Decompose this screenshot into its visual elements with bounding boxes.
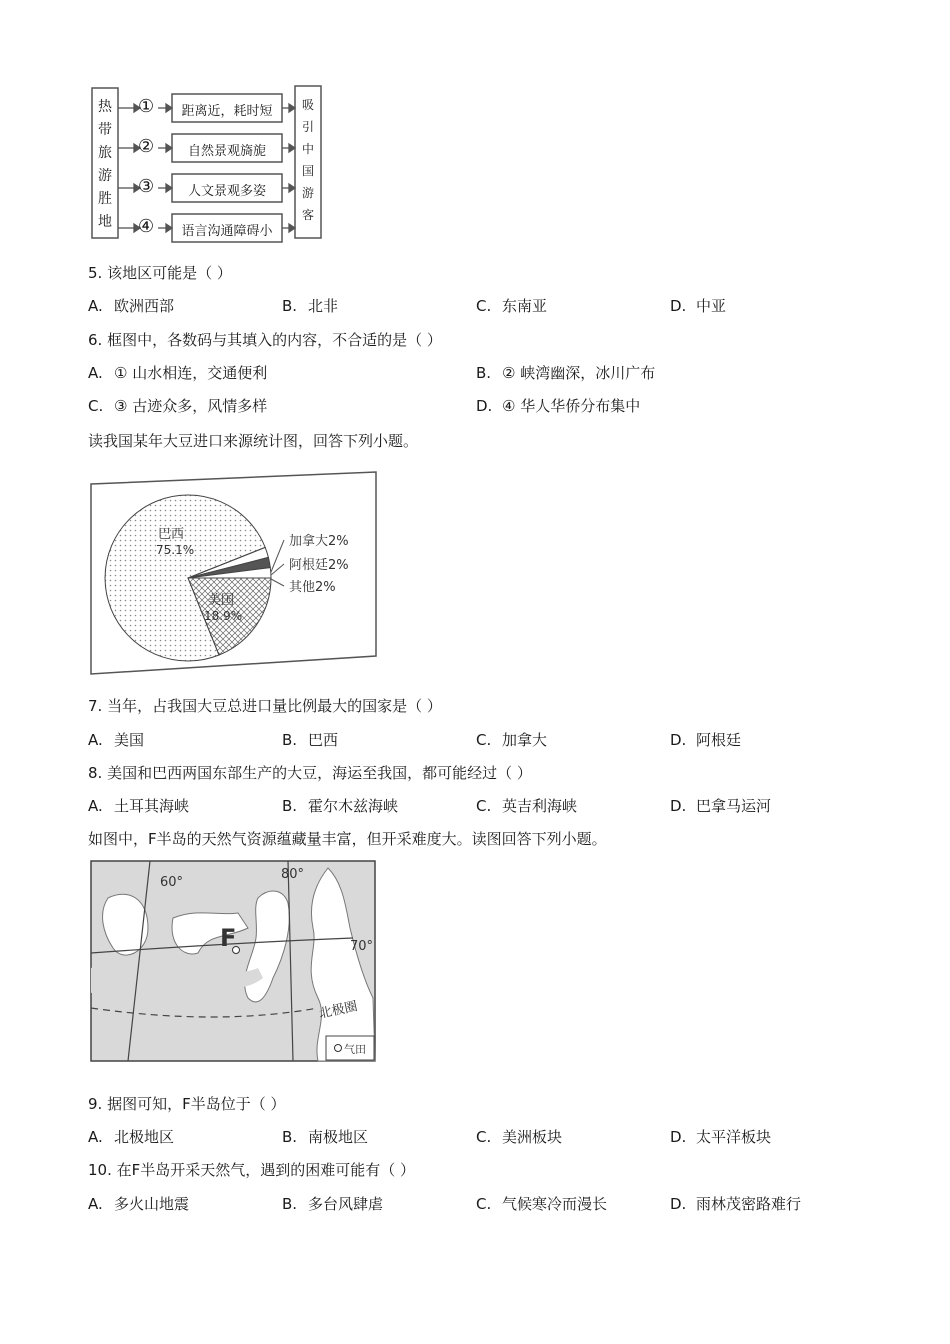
q7-option-b: B. 巴西 xyxy=(282,731,339,749)
flow-num-2: ② xyxy=(138,136,155,157)
q10-option-b: B. 多台风肆虐 xyxy=(282,1195,384,1213)
q9-option-c: C. 美洲板块 xyxy=(476,1128,563,1146)
pie-chart-svg xyxy=(88,468,380,678)
flow-right-label xyxy=(295,94,321,226)
map-lon-80: 80° xyxy=(281,867,305,882)
flow-left-char: 地 xyxy=(98,214,112,230)
map-label-f: F xyxy=(220,924,237,952)
flow-right-char: 中 xyxy=(301,142,314,156)
flow-item-2: 自然景观旖旎 xyxy=(187,144,266,159)
pie-label-usa: 美国 xyxy=(208,593,235,608)
q5-option-c: C. 东南亚 xyxy=(476,297,548,315)
q6-option-b: B. ② 峡湾幽深，冰川广布 xyxy=(476,364,656,382)
map-lon-60: 60° xyxy=(160,875,184,890)
q8-option-b: B. 霍尔木兹海峡 xyxy=(282,797,399,815)
q9-option-a: A. 北极地区 xyxy=(88,1128,175,1146)
flow-item-1: 距离近，耗时短 xyxy=(181,104,273,119)
q6-option-c: C. ③ 古迹众多，风情多样 xyxy=(88,397,268,415)
q10-option-a: A. 多火山地震 xyxy=(88,1195,190,1213)
question-9: 9. 据图可知，F半岛位于（ ） xyxy=(88,1095,286,1113)
intro-map: 如图中，F半岛的天然气资源蕴藏量丰富，但开采难度大。读图回答下列小题。 xyxy=(88,830,607,848)
question-7: 7. 当年，占我国大豆总进口量比例最大的国家是（ ） xyxy=(88,697,442,715)
flow-item-4: 语言沟通障碍小 xyxy=(181,224,273,239)
q6-option-d: D. ④ 华人华侨分布集中 xyxy=(476,397,641,415)
intro-pie: 读我国某年大豆进口来源统计图，回答下列小题。 xyxy=(88,432,419,450)
flow-num-1: ① xyxy=(138,96,155,117)
q10-option-c: C. 气候寒冷而漫长 xyxy=(476,1195,608,1213)
q7-option-c: C. 加拿大 xyxy=(476,731,548,749)
q8-option-d: D. 巴拿马运河 xyxy=(670,797,772,815)
q10-option-d: D. 雨林茂密路难行 xyxy=(670,1195,802,1213)
q8-option-a: A. 土耳其海峡 xyxy=(88,797,190,815)
q9-option-d: D. 太平洋板块 xyxy=(670,1128,772,1146)
q7-option-a: A. 美国 xyxy=(88,731,145,749)
flow-right-char: 吸 xyxy=(301,98,314,112)
map-arctic-circle-label: 北极圈 xyxy=(317,999,359,1022)
question-10: 10. 在F半岛开采天然气，遇到的困难可能有（ ） xyxy=(88,1161,416,1179)
pie-value-usa: 18.9% xyxy=(204,609,243,623)
map-figure xyxy=(88,858,378,1064)
q5-option-b: B. 北非 xyxy=(282,297,339,315)
flow-left-char: 带 xyxy=(98,122,112,138)
flow-right-char: 游 xyxy=(301,186,314,200)
flow-left-char: 旅 xyxy=(98,145,112,161)
q5-option-a: A. 欧洲西部 xyxy=(88,297,175,315)
pie-label-brazil: 巴西 xyxy=(158,527,185,542)
pie-label-argentina: 阿根廷2% xyxy=(289,558,349,573)
question-5: 5. 该地区可能是（ ） xyxy=(88,264,232,282)
flow-left-char: 游 xyxy=(98,168,112,184)
flow-num-3: ③ xyxy=(138,176,155,197)
flow-right-char: 引 xyxy=(301,120,314,134)
question-8: 8. 美国和巴西两国东部生产的大豆，海运至我国，都可能经过（ ） xyxy=(88,764,532,782)
pie-label-canada: 加拿大2% xyxy=(289,534,349,549)
flow-num-4: ④ xyxy=(138,216,155,237)
flow-right-char: 客 xyxy=(301,208,314,222)
pie-label-other: 其他2% xyxy=(289,580,336,595)
pie-chart xyxy=(88,468,380,678)
map-svg xyxy=(88,858,378,1064)
map-legend-label: 气田 xyxy=(344,1043,366,1056)
q8-option-c: C. 英吉利海峡 xyxy=(476,797,578,815)
question-6: 6. 框图中，各数码与其填入的内容，不合适的是（ ） xyxy=(88,331,442,349)
q7-option-d: D. 阿根廷 xyxy=(670,731,742,749)
flow-left-char: 热 xyxy=(98,99,112,115)
map-lat-70: 70° xyxy=(350,939,374,954)
flow-item-3: 人文景观多姿 xyxy=(187,184,266,199)
q6-option-a: A. ① 山水相连，交通便利 xyxy=(88,364,268,382)
flow-left-label xyxy=(92,96,118,234)
q5-option-d: D. 中亚 xyxy=(670,297,727,315)
flow-right-char: 国 xyxy=(301,164,314,178)
pie-value-brazil: 75.1% xyxy=(156,543,195,557)
flow-diagram xyxy=(88,84,328,244)
flow-left-char: 胜 xyxy=(98,191,112,207)
q9-option-b: B. 南极地区 xyxy=(282,1128,369,1146)
